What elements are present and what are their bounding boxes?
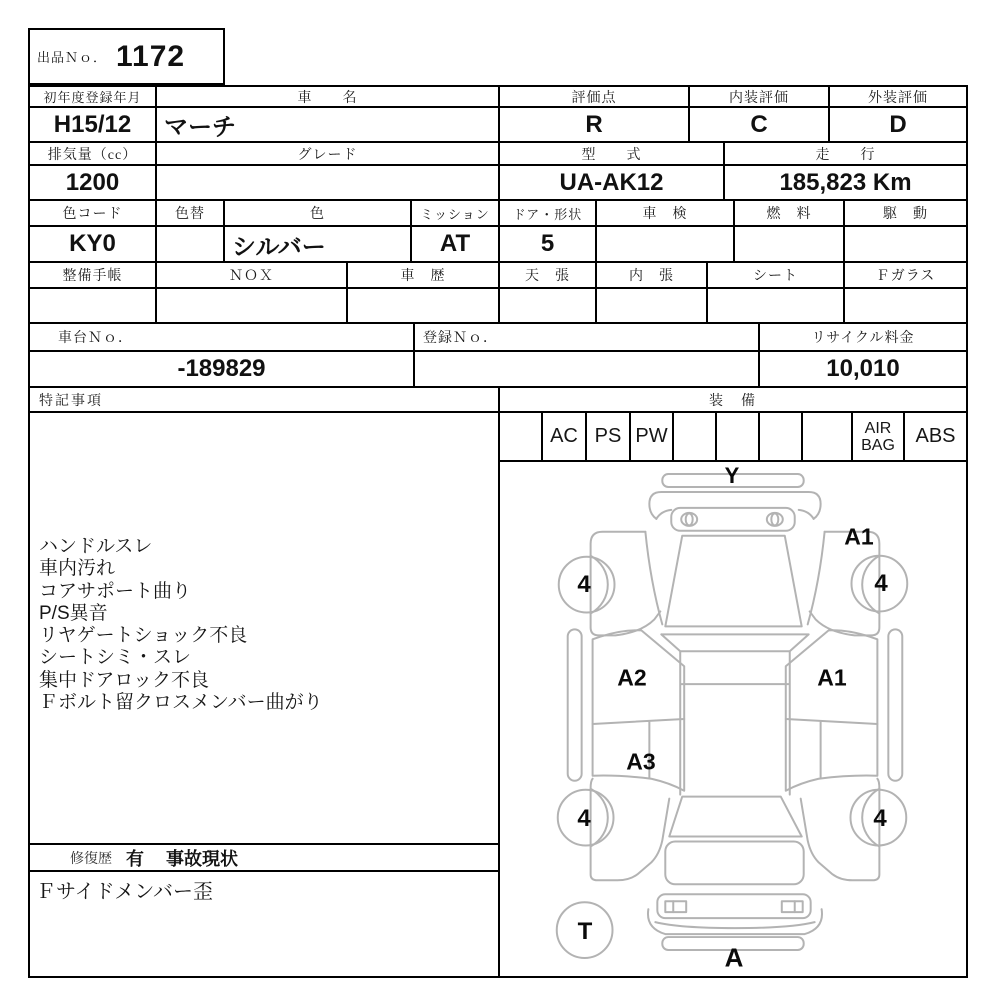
row1-values: [30, 108, 966, 143]
note-line: ハンドルスレ: [39, 536, 153, 557]
displacement-value: 1200: [30, 166, 157, 199]
bottom-section: [30, 388, 966, 976]
chassis-number-label: 車台Ｎｏ．: [30, 324, 415, 350]
note-line: P/S異音: [39, 602, 108, 624]
equipment-cell-ac: AC: [543, 413, 587, 460]
fuel-value: [735, 227, 845, 261]
special-notes-title: 特記事項: [30, 388, 498, 413]
model-code-label: 型 式: [500, 143, 725, 164]
lot-number-value: 1172: [116, 39, 186, 73]
doors-shape-label: ドア・形状: [500, 201, 597, 225]
repair-history-label: 修復歴: [70, 851, 112, 867]
drivetrain-label: 駆 動: [883, 207, 928, 222]
damage-marker-a: A: [724, 942, 744, 973]
row5-labels: [30, 324, 966, 352]
front-glass-value: [845, 289, 966, 322]
mileage-label: 走 行: [815, 147, 876, 163]
equipment-title: 装 備: [500, 388, 966, 413]
hood-shape: [665, 841, 803, 884]
repair-history-row: [30, 843, 500, 872]
interior-trim-label: 内 張: [597, 263, 708, 287]
car-history-label: 車 歴: [348, 263, 500, 287]
first-registration-label: 初年度登録年月: [30, 87, 157, 106]
model-grade-label: グレード: [157, 143, 500, 164]
doors-shape-value: 5: [500, 227, 597, 261]
lot-number-label: 出品Ｎｏ．: [37, 50, 108, 65]
damage-marker-a3: A3: [626, 748, 656, 775]
damage-marker-t: T: [577, 918, 593, 945]
note-line: 車内汚れ: [39, 558, 116, 580]
inspection-label: 車 検: [597, 201, 735, 225]
fuel-label: 燃 料: [735, 201, 845, 225]
equipment-cell-abs: ABS: [915, 425, 956, 447]
car-name-label: 車 名: [157, 87, 500, 106]
car-history-value: [348, 289, 500, 322]
headliner-label: 天 張: [500, 263, 597, 287]
equipment-cell-empty: [674, 413, 717, 460]
interior-grade-label: 内装評価: [690, 87, 830, 106]
row2-labels: [30, 143, 966, 166]
repair-history-status: 有: [126, 848, 144, 869]
mileage-value: 185,823 Km: [779, 168, 912, 196]
color-value: シルバー: [225, 227, 412, 261]
row5-values: [30, 352, 966, 388]
recycle-fee-label: リサイクル料金: [811, 331, 915, 346]
equipment-row: [500, 413, 966, 462]
inspection-value: [597, 227, 735, 261]
rear-window-shape: [665, 536, 801, 627]
headliner-value: [500, 289, 597, 322]
nox-label: ＮＯＸ: [157, 263, 348, 287]
row4-values: [30, 289, 966, 324]
equipment-cell-empty: [803, 413, 853, 460]
seat-value: [708, 289, 845, 322]
damage-marker-a1: A1: [817, 664, 847, 691]
grade-score-value: R: [500, 108, 690, 141]
windshield-shape: [669, 797, 801, 837]
transmission-value: AT: [412, 227, 500, 261]
equipment-cell-empty: [500, 413, 543, 460]
seat-label: シート: [708, 263, 845, 287]
registration-number-value: [415, 352, 760, 386]
exterior-grade-value: D: [889, 110, 907, 138]
interior-grade-value: C: [690, 108, 830, 141]
lot-number-box: [28, 28, 225, 85]
equipment-cell-air-bag: AIR BAG: [853, 413, 905, 460]
color-label: 色: [225, 201, 412, 225]
equipment-cell-pw: PW: [631, 413, 674, 460]
auction-sheet-table: [28, 85, 968, 978]
first-registration-value: H15/12: [30, 108, 157, 141]
interior-trim-value: [597, 289, 708, 322]
special-notes-pane: [30, 388, 500, 976]
special-notes-list: [39, 536, 323, 714]
damage-marker-4: 4: [577, 571, 591, 598]
damage-marker-4: 4: [873, 805, 887, 832]
row1-labels: [30, 87, 966, 108]
grade-score-label: 評価点: [500, 87, 690, 106]
color-code-label: 色コード: [30, 201, 157, 225]
note-line: コアサポート曲り: [39, 580, 192, 602]
tail-panel-shape: [671, 508, 794, 531]
note-line: Ｆボルト留クロスメンバー曲がり: [39, 692, 323, 714]
equipment-cell-ps: PS: [587, 413, 631, 460]
damage-marker-a2: A2: [617, 664, 647, 691]
car-name-value: マーチ: [157, 108, 500, 141]
nox-value: [157, 289, 348, 322]
row3-values: [30, 227, 966, 263]
drivetrain-value: [845, 227, 966, 261]
damage-marker-4: 4: [577, 805, 591, 832]
transmission-label: ミッション: [412, 201, 500, 225]
displacement-label: 排気量（cc）: [30, 143, 157, 164]
service-book-value: [30, 289, 157, 322]
damage-marker-a1: A1: [844, 523, 874, 550]
note-line: シートシミ・スレ: [39, 647, 192, 669]
model-code-value: UA-AK12: [500, 166, 725, 199]
service-book-label: 整備手帳: [30, 263, 157, 287]
row2-values: [30, 166, 966, 201]
repair-history-detail: 事故現状: [166, 848, 238, 869]
front-glass-label: Ｆガラス: [875, 269, 936, 284]
damage-marker-4: 4: [874, 570, 888, 597]
row4-labels: [30, 263, 966, 289]
color-change-value: [157, 227, 225, 261]
car-outline-sketch: [500, 462, 966, 976]
row3-labels: [30, 201, 966, 227]
repair-note: Ｆサイドメンバー歪: [36, 881, 213, 903]
damage-diagram: [500, 462, 966, 976]
registration-number-label: 登録Ｎｏ．: [415, 324, 760, 350]
equipment-cell-empty: [760, 413, 803, 460]
equipment-pane: [500, 388, 966, 976]
damage-marker-y: Y: [724, 463, 740, 488]
front-panel-shape: [657, 894, 810, 918]
model-grade-value: [157, 166, 500, 199]
note-line: リヤゲートショック不良: [39, 625, 248, 647]
recycle-fee-value: 10,010: [826, 355, 900, 382]
color-code-value: KY0: [30, 227, 157, 261]
equipment-cell-empty: [717, 413, 760, 460]
color-change-label: 色替: [157, 201, 225, 225]
chassis-number-value: -189829: [30, 352, 415, 386]
note-line: 集中ドアロック不良: [39, 669, 210, 691]
exterior-grade-label: 外装評価: [868, 90, 928, 106]
